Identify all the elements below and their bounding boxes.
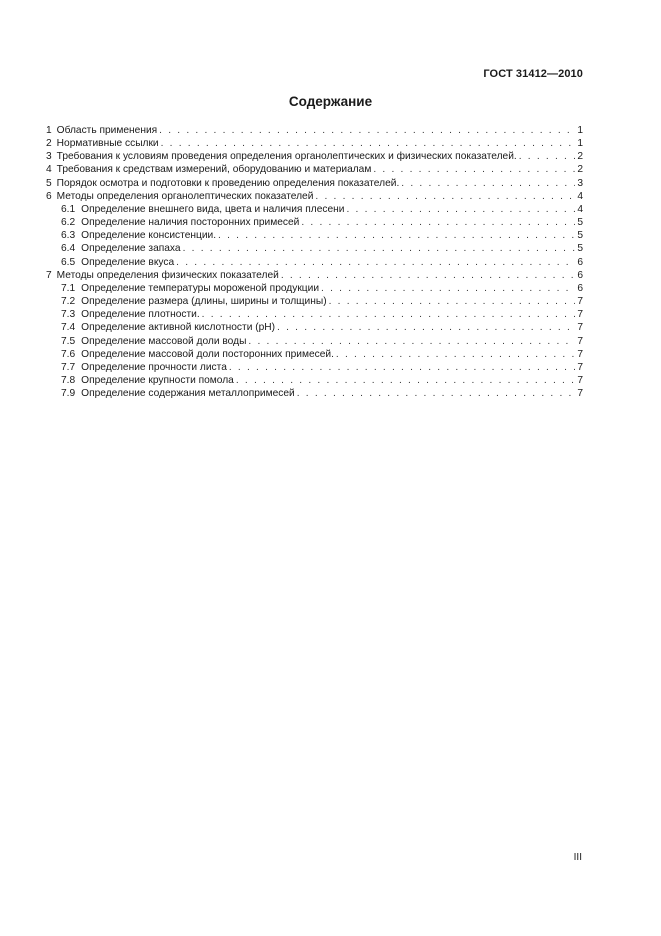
toc-entry-title: Определение крупности помола — [81, 374, 234, 386]
toc-entry-page: 2 — [577, 164, 583, 176]
toc-entry-number: 3 — [46, 151, 52, 163]
toc-entry-page: 7 — [577, 388, 583, 400]
toc-leader-dots — [183, 242, 576, 255]
toc-leader-dots — [202, 308, 576, 321]
toc-entry-number: 7 — [46, 269, 52, 281]
toc-leader-dots — [329, 295, 576, 308]
toc-entry-number: 6.2 — [61, 217, 76, 229]
toc-entry-number: 6.3 — [61, 230, 76, 242]
toc-entry-page: 6 — [577, 282, 583, 294]
toc-leader-dots — [321, 282, 575, 295]
toc-entry-title: Определение запаха — [81, 243, 181, 255]
toc-entry-page: 7 — [577, 361, 583, 373]
toc-entry-page: 6 — [577, 256, 583, 268]
toc-entry[interactable] — [46, 282, 583, 295]
toc-entry-title: Определение активной кислотности (pH) — [81, 322, 276, 334]
toc-entry[interactable] — [46, 216, 583, 229]
toc-entry-number: 6.4 — [61, 243, 76, 255]
toc-entry[interactable] — [46, 137, 583, 150]
toc-entry[interactable] — [46, 124, 583, 137]
toc-entry-page: 4 — [577, 190, 583, 202]
toc-entry[interactable] — [46, 190, 583, 203]
toc-leader-dots — [229, 361, 575, 374]
toc-entry-page: 6 — [577, 269, 583, 281]
toc-entry-title: Определение внешнего вида, цвета и наличия плесени — [81, 203, 345, 215]
toc-entry-number: 7.4 — [61, 322, 76, 334]
toc-entry-title: Определение вкуса — [81, 256, 175, 268]
toc-entry-page: 5 — [577, 230, 583, 242]
toc-entry-number: 7.6 — [61, 348, 76, 360]
toc-entry-title: Требования к условиям проведения определения органолептических и физических показателей. — [56, 151, 517, 163]
toc-entry-number: 7.9 — [61, 388, 76, 400]
toc-entry-page: 1 — [577, 125, 583, 136]
toc-entry-title: Определение температуры мороженой продукции — [81, 282, 320, 294]
toc-entry-page: 5 — [577, 243, 583, 255]
toc-entry-title: Требования к средствам измерений, оборудованию и материалам — [56, 164, 372, 176]
toc-entry[interactable] — [46, 177, 583, 190]
toc-entry[interactable] — [46, 295, 583, 308]
toc-leader-dots — [519, 150, 576, 163]
toc-leader-dots — [373, 163, 575, 176]
toc-entry[interactable] — [46, 269, 583, 282]
toc-entry-page: 7 — [577, 322, 583, 334]
toc-entry-title: Определение прочности листа — [81, 361, 227, 373]
toc-entry-title: Определение наличия посторонних примесей — [81, 217, 300, 229]
document-code: ГОСТ 31412—2010 — [483, 68, 583, 80]
toc-entry[interactable] — [46, 335, 583, 348]
toc-entry-number: 7.7 — [61, 361, 76, 373]
toc-entry-page: 7 — [577, 309, 583, 321]
toc-entry-page: 1 — [577, 138, 583, 150]
toc-leader-dots — [277, 321, 575, 334]
toc-entry-number: 7.3 — [61, 309, 76, 321]
toc-entry[interactable] — [46, 348, 583, 361]
toc-entry-title: Определение массовой доли воды — [81, 335, 247, 347]
toc-entry-title: Область применения — [56, 125, 158, 136]
toc-entry[interactable] — [46, 374, 583, 387]
toc-entry[interactable] — [46, 256, 583, 269]
toc-entry-page: 2 — [577, 151, 583, 163]
toc-leader-dots — [297, 387, 576, 400]
toc-entry-title: Методы определения органолептических показателей — [56, 190, 314, 202]
toc-entry-number: 5 — [46, 177, 52, 189]
toc-entry-title: Определение содержания металлопримесей — [81, 388, 295, 400]
toc-leader-dots — [159, 124, 575, 137]
toc-entry-page: 7 — [577, 296, 583, 308]
toc-leader-dots — [336, 348, 575, 361]
toc-entry-number: 7.5 — [61, 335, 76, 347]
toc-leader-dots — [248, 335, 575, 348]
toc-entry-number: 6.1 — [61, 203, 76, 215]
toc-entry-title: Определение массовой доли посторонних примесей. — [81, 348, 334, 360]
toc-entry[interactable] — [46, 203, 583, 216]
toc-leader-dots — [401, 177, 575, 190]
toc-entry-title: Определение плотности. — [81, 309, 200, 321]
toc-entry-page: 7 — [577, 335, 583, 347]
toc-leader-dots — [281, 269, 576, 282]
toc-leader-dots — [346, 203, 575, 216]
toc-entry-number: 4 — [46, 164, 52, 176]
page-number: III — [573, 852, 582, 863]
toc-entry-number: 2 — [46, 138, 52, 150]
toc-entry[interactable] — [46, 242, 583, 255]
toc-entry-number: 6.5 — [61, 256, 76, 268]
toc-entry-number: 7.2 — [61, 296, 76, 308]
toc-leader-dots — [176, 256, 575, 269]
toc-entry-page: 5 — [577, 217, 583, 229]
toc-entry-number: 7.8 — [61, 374, 76, 386]
toc-entry-number: 7.1 — [61, 282, 76, 294]
toc-entry[interactable] — [46, 361, 583, 374]
toc-leader-dots — [301, 216, 575, 229]
toc-entry-title: Порядок осмотра и подготовки к проведению определения показателей. — [56, 177, 400, 189]
toc-entry-number: 6 — [46, 190, 52, 202]
toc-entry-title: Нормативные ссылки — [56, 138, 159, 150]
toc-entry-page: 4 — [577, 203, 583, 215]
toc-entry-number: 1 — [46, 125, 52, 136]
toc-entry[interactable] — [46, 308, 583, 321]
toc-entry[interactable] — [46, 321, 583, 334]
toc-leader-dots — [315, 190, 575, 203]
toc-leader-dots — [218, 229, 575, 242]
toc-entry-page: 3 — [577, 177, 583, 189]
toc-entry[interactable] — [46, 387, 583, 400]
toc-entry-page: 7 — [577, 374, 583, 386]
toc-entry-title: Определение размера (длины, ширины и толщины) — [81, 296, 327, 308]
toc-leader-dots — [161, 137, 576, 150]
toc-entry[interactable] — [46, 229, 583, 242]
toc-entry-title: Определение консистенции. — [81, 230, 217, 242]
toc-entry-title: Методы определения физических показателей — [56, 269, 279, 281]
table-of-contents — [46, 124, 583, 400]
toc-leader-dots — [236, 374, 575, 387]
toc-title: Содержание — [288, 94, 373, 109]
toc-entry[interactable] — [46, 150, 583, 163]
toc-entry[interactable] — [46, 163, 583, 176]
toc-entry-page: 7 — [577, 348, 583, 360]
